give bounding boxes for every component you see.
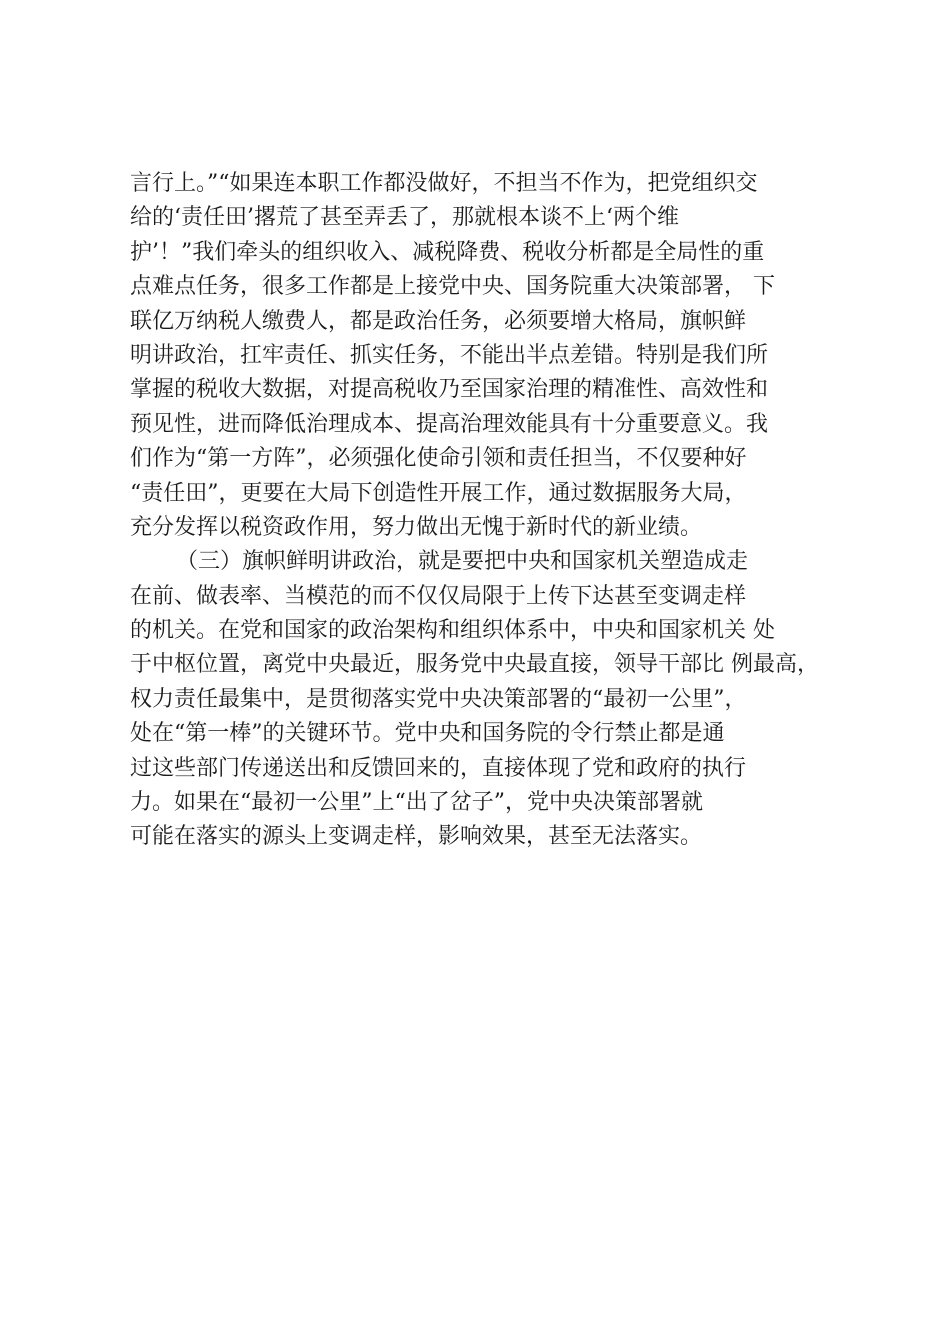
text-line: 权力责任最集中，是贯彻落实党中央决策部署的“最初一公里”， (130, 686, 747, 712)
text-line: 明讲政治，扛牢责任、抓实任务，不能出半点差错。特别是我们所 (130, 342, 769, 368)
text-line: 过这些部门传递送出和反馈回来的，直接体现了党和政府的执行 (130, 755, 747, 781)
text-line: 可能在落实的源头上变调走样，影响效果，甚至无法落实。 (130, 824, 703, 850)
text-line: 点难点任务，很多工作都是上接党中央、国务院重大决策部署， 下 (130, 274, 775, 300)
section-heading-line: （三）旗帜鲜明讲政治，就是要把中央和国家机关塑造成走 (176, 549, 749, 575)
text-line: 力。如果在“最初一公里”上“出了岔子”，党中央决策部署就 (130, 790, 703, 816)
text-line: 的机关。在党和国家的政治架构和组织体系中，中央和国家机关 处 (130, 618, 775, 644)
text-line: “责任田”，更要在大局下创造性开展工作，通过数据服务大局， (130, 480, 747, 506)
text-line: 掌握的税收大数据，对提高税收乃至国家治理的精准性、高效性和 (130, 377, 769, 403)
text-line: 们作为“第一方阵”，必须强化使命引领和责任担当，不仅要种好 (130, 446, 747, 472)
text-line: 充分发挥以税资政作用，努力做出无愧于新时代的新业绩。 (130, 514, 703, 540)
text-line: 在前、做表率、当模范的而不仅仅局限于上传下达甚至变调走样 (130, 583, 747, 609)
text-line: 处在“第一棒”的关键环节。党中央和国务院的令行禁止都是通 (130, 721, 725, 747)
text-line: 联亿万纳税人缴费人，都是政治任务，必须要增大格局，旗帜鲜 (130, 308, 747, 334)
text-line: 言行上。”“如果连本职工作都没做好，不担当不作为，把党组织交 (130, 171, 758, 196)
body-text (130, 167, 830, 855)
text-line: 给的‘责任田’撂荒了甚至弄丢了，那就根本谈不上‘两个维 (130, 205, 679, 231)
text-line: 预见性，进而降低治理成本、提高治理效能具有十分重要意义。我 (130, 411, 769, 437)
text-line: 护’！”我们牵头的组织收入、减税降费、税收分析都是全局性的重 (130, 239, 765, 265)
text-line: 于中枢位置，离党中央最近，服务党中央最直接，领导干部比 例最高， (130, 652, 819, 678)
